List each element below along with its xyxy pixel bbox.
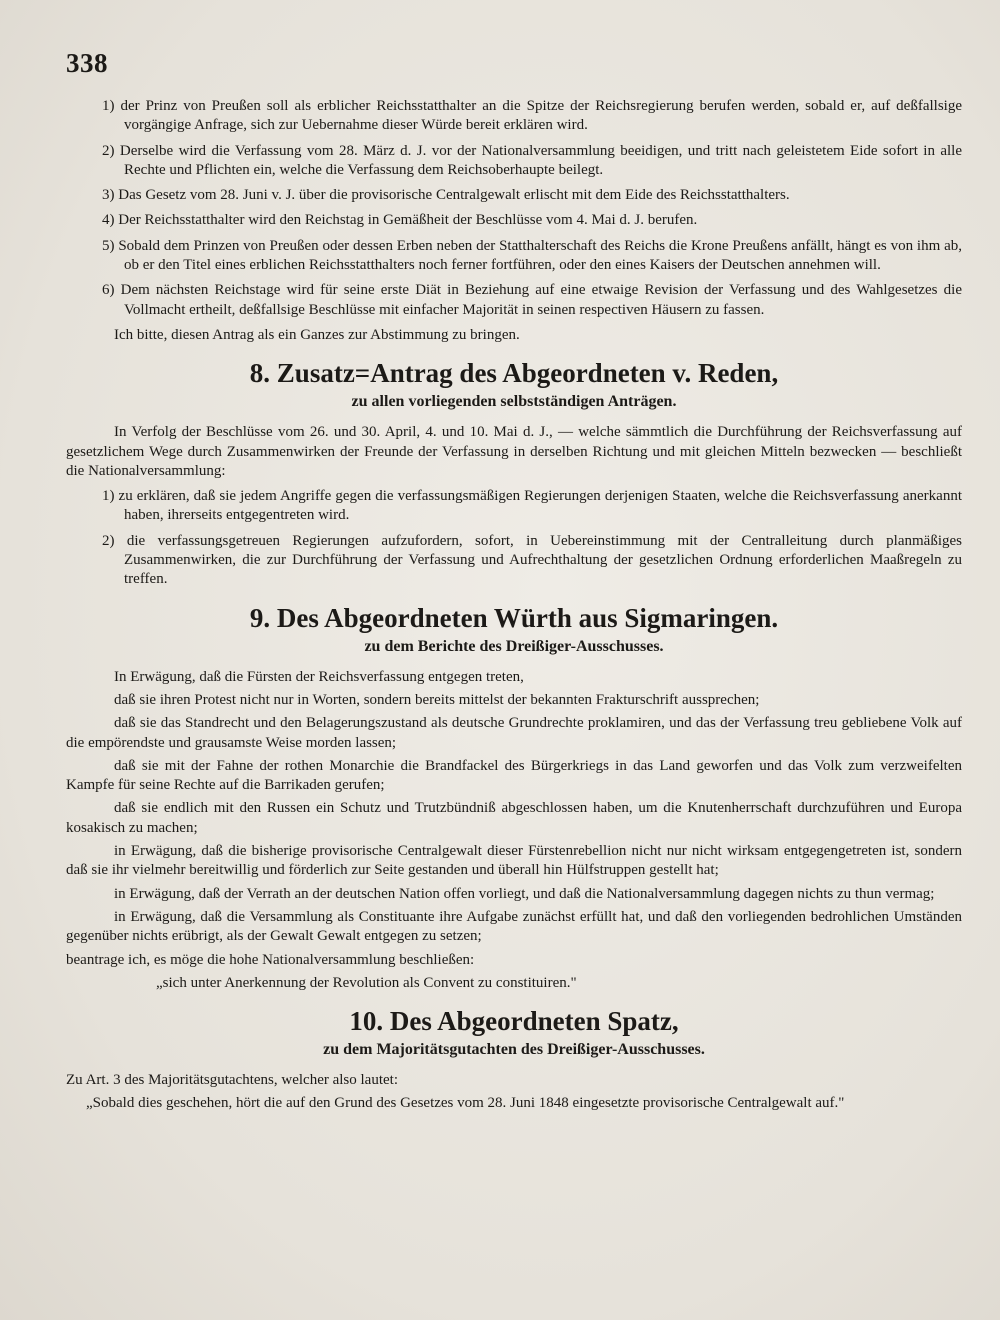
list-item: 4) Der Reichsstatthalter wird den Reichstag in Gemäßheit der Beschlüsse vom 4. Mai d. J. berufen. — [102, 212, 698, 229]
motion-items-list — [66, 97, 962, 345]
section-9-paragraph: in Erwägung, daß die bisherige provisorische Centralgewalt dieser Fürstenrebellion nicht nur nicht wirksam entgegengetreten ist, sondern daß sie ihr vielmehr bereitwillig und förderlich zur Seite gestanden und überall hin Hülfstruppen gestellt hat; — [66, 843, 962, 879]
section-8-body — [66, 423, 962, 589]
section-9-heading: 9. Des Abgeordneten Würth aus Sigmaringen. — [249, 602, 779, 633]
section-10-intro: Zu Art. 3 des Majoritätsgutachtens, welcher also lautet: — [66, 1072, 398, 1089]
section-9-paragraph: daß sie endlich mit den Russen ein Schutz und Trutzbündniß abgeschlossen haben, um die Knutenherrschaft durchzuführen und Europa kosakisch zu machen; — [66, 800, 962, 836]
list-item: 2) die verfassungsgetreuen Regierungen aufzufordern, sofort, in Uebereinstimmung mit der Centralleitung durch planmäßiges Zusammenwirken, die zur Durchführung der Verfassung und Aufrechthaltung der gesetzlichen Ordnung erforderlichen Maaßregeln zu treffen. — [102, 532, 962, 588]
section-9-subheading: zu dem Berichte des Dreißiger-Ausschusses. — [364, 637, 664, 655]
section-9-motion: beantrage ich, es möge die hohe Nationalversammlung beschließen: — [66, 951, 475, 968]
list-item: 3) Das Gesetz vom 28. Juni v. J. über die provisorische Centralgewalt erlischt mit dem Eide des Reichsstatthalters. — [102, 187, 790, 204]
section-10-body — [66, 1071, 962, 1114]
section-9-paragraph: daß sie mit der Fahne der rothen Monarchie die Brandfackel des Bürgerkriegs in das Land geworfen und das Volk zum verzweifelten Kampfe für seine Rechte auf die Barrikaden gerufen; — [66, 757, 962, 794]
list-item: 5) Sobald dem Prinzen von Preußen oder dessen Erben neben der Statthalterschaft des Reichs die Krone Preußens anfällt, hängt es von ihm ab, ob er den Titel eines erblichen Reichsstatthalters noch ferner fortführen, oder den eines Kaisers der Deutschen annehmen will. — [102, 237, 962, 274]
list-item: 1) zu erklären, daß sie jedem Angriffe gegen die verfassungsmäßigen Regierungen derjenigen Staaten, welche die Reichsverfassung anerkannt haben, ihrerseits entgegentreten wird. — [102, 488, 962, 524]
section-9-paragraph: in Erwägung, daß der Verrath an der deutschen Nation offen vorliegt, und daß die Nationalversammlung dagegen nichts zu thun vermag; — [114, 885, 935, 902]
section-8-intro: In Verfolg der Beschlüsse vom 26. und 30. April, 4. und 10. Mai d. J., — welche sämmtlich die Durchführung der Reichsverfassung auf gesetzlichem Wege durch Zusammenwirken der Freunde der Verfassung in derselben Richtung und mit gleichen Mitteln bezwecken — beschließt die Nationalversammlung: — [66, 424, 962, 479]
page-number: 338 — [66, 48, 108, 78]
section-10-subheading: zu dem Majoritätsgutachten des Dreißiger-Ausschusses. — [323, 1041, 705, 1059]
section-9-body — [66, 668, 962, 993]
section-9-quote: „sich unter Anerkennung der Revolution als Convent zu constituiren." — [156, 974, 577, 991]
section-10-heading: 10. Des Abgeordneten Spatz, — [349, 1006, 679, 1037]
section-9-paragraph: In Erwägung, daß die Fürsten der Reichsverfassung entgegen treten, — [114, 668, 524, 685]
section-9-paragraph: in Erwägung, daß die Versammlung als Constituante ihre Aufgabe zunächst erfüllt hat, und daß den vorliegenden bedrohlichen Umständen gegenüber nichts erübrigt, als der Gewalt Gewalt entgegen zu setzen; — [66, 908, 962, 945]
section-10-quote: „Sobald dies geschehen, hört die auf den Grund des Gesetzes vom 28. Juni 1848 eingesetzte provisorische Centralgewalt auf." — [86, 1095, 845, 1112]
section-8-subheading: zu allen vorliegenden selbstständigen Anträgen. — [351, 393, 677, 411]
list-item: 2) Derselbe wird die Verfassung vom 28. März d. J. vor der Nationalversammlung beeidigen, und tritt nach geleistetem Eide sofort in alle Rechte und Pflichten ein, welche die Verfassung dem Reichsoberhaupte beilegt. — [102, 142, 962, 178]
section-9-paragraph: daß sie das Standrecht und den Belagerungszustand als deutsche Grundrechte proklamiren, und das der Verfassung treu gebliebene Volk auf die empörendste und grausamste Weise morden lassen; — [66, 715, 962, 751]
list-item: 1) der Prinz von Preußen soll als erblicher Reichsstatthalter an die Spitze der Reichsregierung berufen werden, sobald er, auf deßfallsige vorgängige Anfrage, sich zur Uebernahme dieser Würde bereit erklären wird. — [102, 98, 962, 134]
closing-request: Ich bitte, diesen Antrag als ein Ganzes zur Abstimmung zu bringen. — [114, 326, 520, 343]
list-item: 6) Dem nächsten Reichstage wird für seine erste Diät in Beziehung auf eine etwaige Revision der Verfassung und des Wahlgesetzes die Vollmacht ertheilt, deßfallsige Beschlüsse mit einfacher Majorität in seinen respectiven Häusern zu fassen. — [102, 282, 962, 318]
section-9-paragraph: daß sie ihren Protest nicht nur in Worten, sondern bereits mittelst der bekannten Frakturschrift aussprechen; — [114, 691, 760, 708]
section-8-heading: 8. Zusatz=Antrag des Abgeordneten v. Reden, — [249, 358, 779, 389]
